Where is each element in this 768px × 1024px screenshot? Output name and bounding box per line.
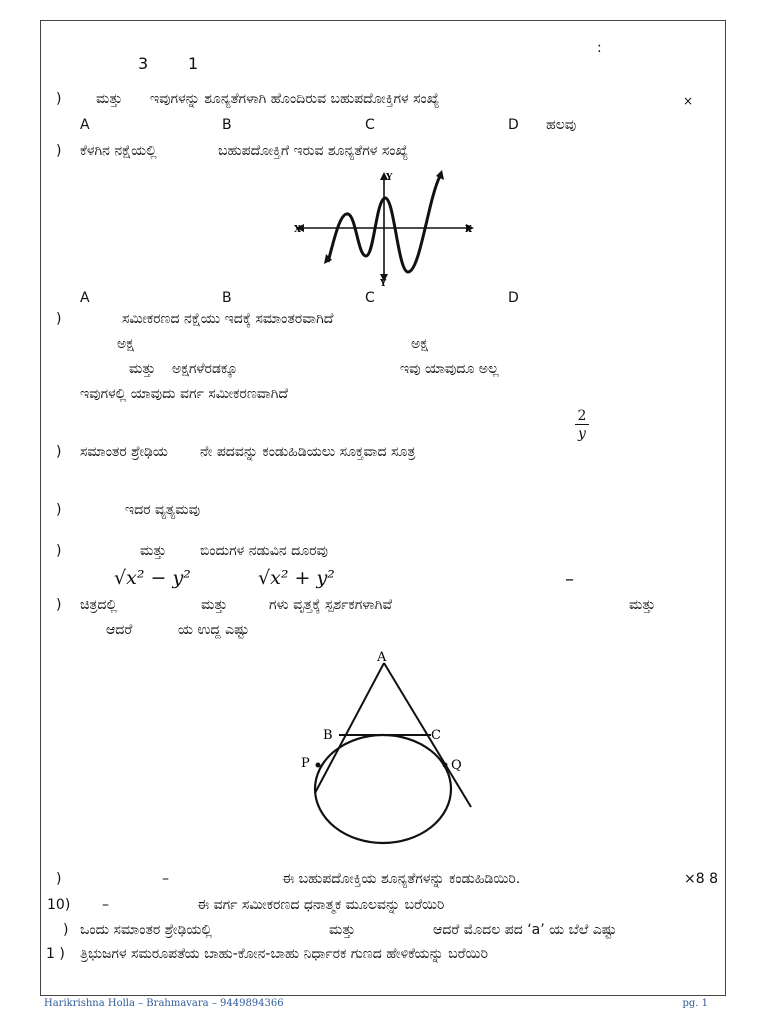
q7-dash: – (565, 569, 574, 590)
polynomial-graph (290, 170, 480, 290)
q1-option-b: B (222, 117, 232, 133)
q5-text-b: ನೇ ಪದವನ್ನು ಕಂಡುಹಿಡಿಯಲು ಸೂಕ್ತವಾದ ಸೂತ್ರ (200, 444, 416, 460)
graph-y-label: Y (386, 173, 393, 183)
q7-expression-1: √x² − y² (114, 567, 191, 589)
q4-fraction (575, 408, 589, 443)
q8-text-b: ಮತ್ತು (201, 597, 228, 613)
q8-text-e: ಆದರೆ (106, 622, 133, 638)
q12-marker: 1 ) (46, 946, 65, 962)
q4-fraction-numerator: 2 (575, 408, 589, 425)
q3-marker: ) (56, 311, 62, 327)
header-number-a: 3 (138, 54, 149, 73)
q2-option-d: D (508, 290, 519, 306)
header-number-b: 1 (188, 54, 199, 73)
q1-marker: ) (56, 91, 62, 107)
q6-text: ಇದರ ವ್ಯತ್ಯಮವು (125, 502, 200, 518)
q2-option-a: A (80, 290, 90, 306)
figure-label-q: Q (451, 758, 462, 773)
graph-x-label: X (294, 225, 301, 235)
q7-text-a: ಮತ್ತು (140, 543, 167, 559)
q11-text-b: ಮತ್ತು (329, 922, 356, 938)
q4-fraction-denominator: y (578, 426, 586, 442)
q3-option-2: ಅಕ್ಷ (411, 336, 428, 352)
q8-text-a: ಚಿತ್ರದಲ್ಲಿ (80, 597, 118, 613)
q3-text: ಸಮೀಕರಣದ ನಕ್ಷೆಯು ಇದಕ್ಕೆ ಸಮಾಂತರವಾಗಿದೆ (122, 311, 334, 327)
q2-option-b: B (222, 290, 232, 306)
q10-dash: – (102, 897, 109, 913)
q1-times: × (683, 94, 694, 108)
q9-text: ಈ ಬಹುಪದೋಕ್ತಿಯ ಶೂನ್ಯತೆಗಳನ್ನು ಕಂಡುಹಿಡಿಯಿರಿ. (282, 871, 521, 887)
q12-text: ತ್ರಿಭುಜಗಳ ಸಮರೂಪತೆಯ ಬಾಹು-ಕೋನ-ಬಾಹು ನಿರ್ಧಾರಕ ಗುಣದ ಹೇಳಿಕೆಯನ್ನು ಬರೆಯಿರಿ (80, 946, 488, 962)
q3-option-3b: ಅಕ್ಷಗಳೆರಡಕ್ಕೂ (172, 361, 238, 377)
q1-option-c: C (365, 117, 375, 133)
graph-x-label-right: X (465, 225, 472, 235)
figure-label-p: P (301, 756, 310, 771)
header-colon: : (597, 40, 602, 56)
q3-option-3a: ಮತ್ತು (129, 361, 156, 377)
q5-marker: ) (56, 444, 62, 460)
q7-text-b: ಬಿಂದುಗಳ ನಡುವಿನ ದೂರವು (200, 543, 328, 559)
q4-text: ಇವುಗಳಲ್ಲಿ ಯಾವುದು ವರ್ಗ ಸಮೀಕರಣವಾಗಿದೆ (80, 386, 288, 402)
tangent-circle-figure (295, 645, 485, 845)
q8-text-c: ಗಳು ವೃತ್ತಕ್ಕೆ ಸ್ಪರ್ಶಕಗಳಾಗಿವೆ (269, 597, 393, 613)
q11-marker: ) (63, 922, 69, 938)
q8-text-f: ಯ ಉದ್ದ ಎಷ್ಟು (178, 622, 250, 638)
q7-expression-2: √x² + y² (258, 567, 335, 589)
q1-option-d-text: ಹಲವು (546, 117, 577, 133)
figure-label-c: C (431, 728, 441, 743)
figure-label-b: B (323, 728, 333, 743)
q3-option-4: ಇವು ಯಾವುದೂ ಅಲ್ಲ (400, 361, 499, 377)
footer-author: Harikrishna Holla – Brahmavara – 9449894366 (44, 998, 284, 1009)
q2-text-b: ಬಹುಪದೋಕ್ತಿಗೆ ಇರುವ ಶೂನ್ಯತೆಗಳ ಸಂಖ್ಯೆ (218, 143, 409, 159)
q9-dash: – (162, 871, 169, 887)
q1-text-b: ಇವುಗಳನ್ನು ಶೂನ್ಯತೆಗಳಾಗಿ ಹೊಂದಿರುವ ಬಹುಪದೋಕ್ತಿಗಳ ಸಂಖ್ಯೆ (150, 91, 440, 107)
q10-marker: 10) (47, 897, 71, 913)
q8-marker: ) (56, 597, 62, 613)
q1-option-d: D (508, 117, 519, 133)
q7-marker: ) (56, 543, 62, 559)
q11-text-a: ಒಂದು ಸಮಾಂತರ ಶ್ರೇಢಿಯಲ್ಲಿ (80, 922, 212, 938)
q6-marker: ) (56, 502, 62, 518)
q11-text-c: ಆದರೆ ಮೊದಲ ಪದ ‘a’ ಯ ಬೆಲೆ ಎಷ್ಟು (433, 922, 617, 938)
figure-label-a: A (377, 650, 387, 665)
q5-text-a: ಸಮಾಂತರ ಶ್ರೇಢಿಯ (80, 444, 168, 460)
graph-y-neg-label: Y (380, 279, 387, 289)
q9-marker: ) (56, 871, 62, 887)
q2-option-c: C (365, 290, 375, 306)
q2-marker: ) (56, 143, 62, 159)
q10-text: ಈ ವರ್ಗ ಸಮೀಕರಣದ ಧನಾತ್ಮಕ ಮೂಲವನ್ನು ಬರೆಯಿರಿ (197, 897, 445, 913)
q9-marks: ×8 8 (684, 871, 718, 887)
q2-text: ಕೆಳಗಿನ ನಕ್ಷೆಯಲ್ಲಿ (80, 143, 157, 159)
q8-text-d: ಮತ್ತು (629, 597, 656, 613)
footer-page-number: pg. 1 (682, 998, 708, 1009)
q1-text-a: ಮತ್ತು (96, 91, 123, 107)
q3-option-1: ಅಕ್ಷ (117, 336, 134, 352)
q1-option-a: A (80, 117, 90, 133)
